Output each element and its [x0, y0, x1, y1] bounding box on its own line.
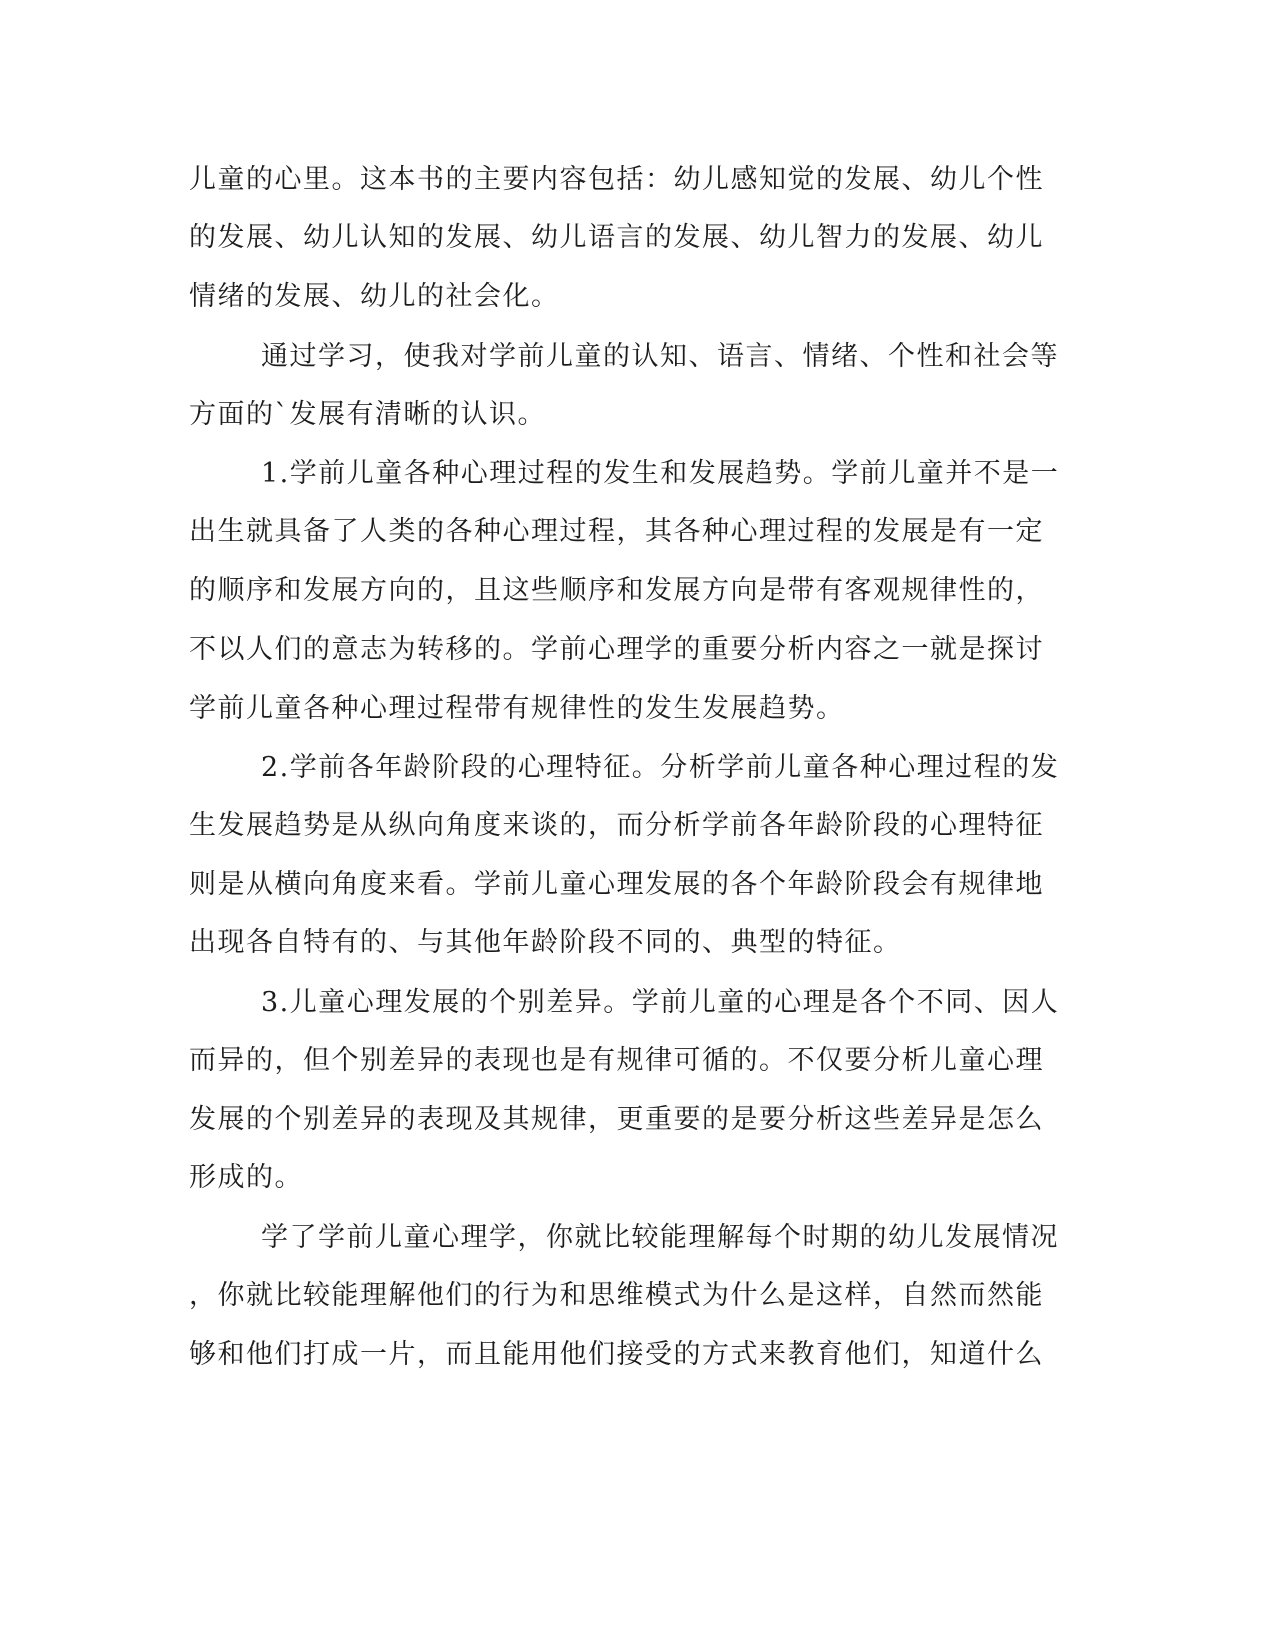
text-line: 3.儿童心理发展的个别差异。学前儿童的心理是各个不同、因人 [261, 987, 1060, 1018]
text-line: 通过学习，使我对学前儿童的认知、语言、情绪、个性和社会等 [261, 341, 1059, 372]
text-line: 方面的`发展有清晰的认识。 [189, 399, 546, 430]
text-line: 生发展趋势是从纵向角度来谈的，而分析学前各年龄阶段的心理特征 [189, 810, 1044, 841]
text-line: 学前儿童各种心理过程带有规律性的发生发展趋势。 [189, 693, 845, 724]
text-line: 1.学前儿童各种心理过程的发生和发展趋势。学前儿童并不是一 [261, 458, 1060, 489]
text-line: ，你就比较能理解他们的行为和思维模式为什么是这样，自然而然能 [189, 1280, 1044, 1311]
text-line: 儿童的心里。这本书的主要内容包括：幼儿感知觉的发展、幼儿个性 [189, 164, 1044, 195]
text-line: 学了学前儿童心理学，你就比较能理解每个时期的幼儿发展情况 [261, 1222, 1059, 1253]
text-line: 的顺序和发展方向的，且这些顺序和发展方向是带有客观规律性的， [189, 575, 1044, 606]
text-line: 2.学前各年龄阶段的心理特征。分析学前儿童各种心理过程的发 [261, 752, 1060, 783]
text-line: 发展的个别差异的表现及其规律，更重要的是要分析这些差异是怎么 [189, 1104, 1044, 1135]
text-line: 的发展、幼儿认知的发展、幼儿语言的发展、幼儿智力的发展、幼儿 [189, 222, 1044, 253]
text-line: 情绪的发展、幼儿的社会化。 [189, 281, 560, 312]
text-line: 形成的。 [189, 1162, 303, 1193]
text-line: 够和他们打成一片，而且能用他们接受的方式来教育他们，知道什么 [189, 1339, 1044, 1370]
text-line: 出生就具备了人类的各种心理过程，其各种心理过程的发展是有一定 [189, 516, 1044, 547]
text-line: 而异的，但个别差异的表现也是有规律可循的。不仅要分析儿童心理 [189, 1045, 1044, 1076]
text-line: 不以人们的意志为转移的。学前心理学的重要分析内容之一就是探讨 [189, 634, 1044, 665]
text-line: 则是从横向角度来看。学前儿童心理发展的各个年龄阶段会有规律地 [189, 869, 1044, 900]
text-line: 出现各自特有的、与其他年龄阶段不同的、典型的特征。 [189, 927, 902, 958]
